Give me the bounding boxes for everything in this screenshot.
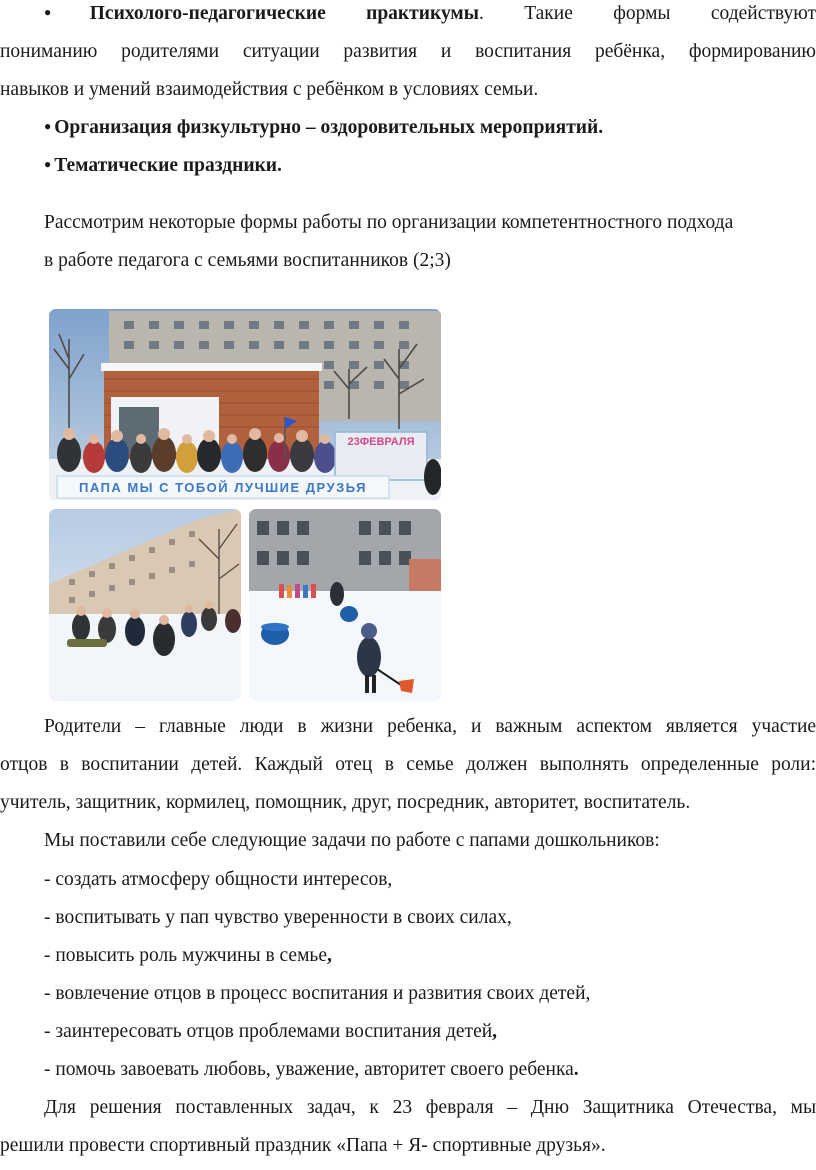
word: воспитания: [475, 41, 572, 62]
word: ситуации: [242, 41, 320, 62]
word: формированию: [688, 41, 816, 62]
word: задач,: [306, 1097, 356, 1118]
bullet-icon: ●: [44, 5, 87, 19]
tasks-intro: Мы поставили себе следующие задачи по работе с папами дошкольников:: [44, 830, 660, 851]
word: семье: [406, 754, 454, 775]
word: Для: [44, 1097, 77, 1118]
task-text: - заинтересовать отцов проблемами воспитания детей: [44, 1021, 493, 1042]
para1-line1: [44, 716, 816, 738]
fitness-item: [44, 117, 816, 139]
practicum-item-line3: навыков и умений взаимодействия с ребёнком в условиях семьи.: [0, 79, 539, 100]
word: должен: [466, 754, 528, 775]
word: февраля: [425, 1097, 494, 1118]
word: выполнять: [539, 754, 629, 775]
relay-race-photo: [249, 509, 441, 701]
word: 23: [392, 1097, 413, 1118]
task-tail: .: [573, 1059, 579, 1080]
bullet-icon: ●: [44, 119, 52, 133]
para1-line3: учитель, защитник, кормилец, помощник, друг, посредник, авторитет, воспитатель.: [0, 792, 691, 813]
word: люди: [239, 716, 284, 737]
group-photo-banner: [49, 309, 441, 500]
sled-race-photo: [49, 509, 241, 701]
word: ребенка,: [387, 716, 457, 737]
task-item: - воспитывать у пап чувство уверенности в своих силах,: [44, 907, 512, 928]
practicum-word: .: [478, 3, 484, 24]
para1-line2: [0, 754, 816, 776]
practicum-word: содействуют: [710, 3, 816, 24]
word: Отечества,: [687, 1097, 777, 1118]
word: мы: [790, 1097, 816, 1118]
holiday-date-banner-text: 23ФЕВРАЛЯ: [347, 436, 415, 448]
task-item: - вовлечение отцов в процесс воспитания и развития своих детей,: [44, 983, 591, 1004]
word: к: [369, 1097, 379, 1118]
word: решения: [89, 1097, 162, 1118]
word: Дню: [530, 1097, 570, 1118]
word: поставленных: [175, 1097, 294, 1118]
bullet-icon: ●: [44, 157, 52, 171]
final-line1: [44, 1097, 816, 1119]
word: –: [135, 716, 145, 737]
word: участие: [751, 716, 816, 737]
practicum-title: Психолого-педагогические практикумы: [89, 3, 479, 24]
word: аспектом: [576, 716, 652, 737]
lead-line1: Рассмотрим некоторые формы работы по организации компетентностного подхода: [44, 212, 734, 233]
word: и: [470, 716, 482, 737]
word: детей.: [191, 754, 243, 775]
word: отец: [335, 754, 373, 775]
practicum-item-line2: [0, 41, 816, 63]
practicum-word: Такие: [524, 3, 573, 24]
task-item: [44, 1021, 816, 1043]
word: отцов: [0, 754, 48, 775]
word: в: [297, 716, 307, 737]
word: пониманию: [0, 41, 98, 62]
fitness-item-text: Организация физкультурно – оздоровительных мероприятий.: [54, 117, 604, 138]
task-tail: ,: [492, 1021, 498, 1042]
family-banner-text: ПАПА МЫ С ТОБОЙ ЛУЧШИЕ ДРУЗЬЯ: [79, 480, 367, 495]
word: Защитника: [582, 1097, 674, 1118]
task-text: - повысить роль мужчины в семье: [44, 945, 327, 966]
word: развития: [343, 41, 418, 62]
task-text: - помочь завоевать любовь, уважение, авторитет своего ребенка: [44, 1059, 574, 1080]
lead-line2: в работе педагога с семьями воспитанников (2;3): [44, 250, 451, 271]
word: Каждый: [254, 754, 323, 775]
word: роли:: [771, 754, 816, 775]
practicum-item-line1: [44, 3, 816, 25]
word: в: [59, 754, 69, 775]
task-item: [44, 945, 816, 967]
final-line2: решили провести спортивный праздник «Папа + Я- спортивные друзья».: [0, 1135, 606, 1156]
word: определенные: [640, 754, 759, 775]
word: Родители: [44, 716, 122, 737]
word: –: [507, 1097, 518, 1118]
holidays-item-text: Тематические праздники.: [54, 155, 282, 176]
word: в: [384, 754, 394, 775]
word: жизни: [320, 716, 374, 737]
task-tail: ,: [326, 945, 332, 966]
word: главные: [158, 716, 226, 737]
word: родителями: [121, 41, 220, 62]
word: важным: [495, 716, 563, 737]
holidays-item: [44, 155, 816, 177]
word: воспитании: [81, 754, 179, 775]
task-item: - создать атмосферу общности интересов,: [44, 869, 393, 890]
word: ребёнка,: [594, 41, 666, 62]
word: является: [665, 716, 738, 737]
practicum-word: формы: [613, 3, 671, 24]
word: и: [440, 41, 452, 62]
task-item: [44, 1059, 816, 1081]
